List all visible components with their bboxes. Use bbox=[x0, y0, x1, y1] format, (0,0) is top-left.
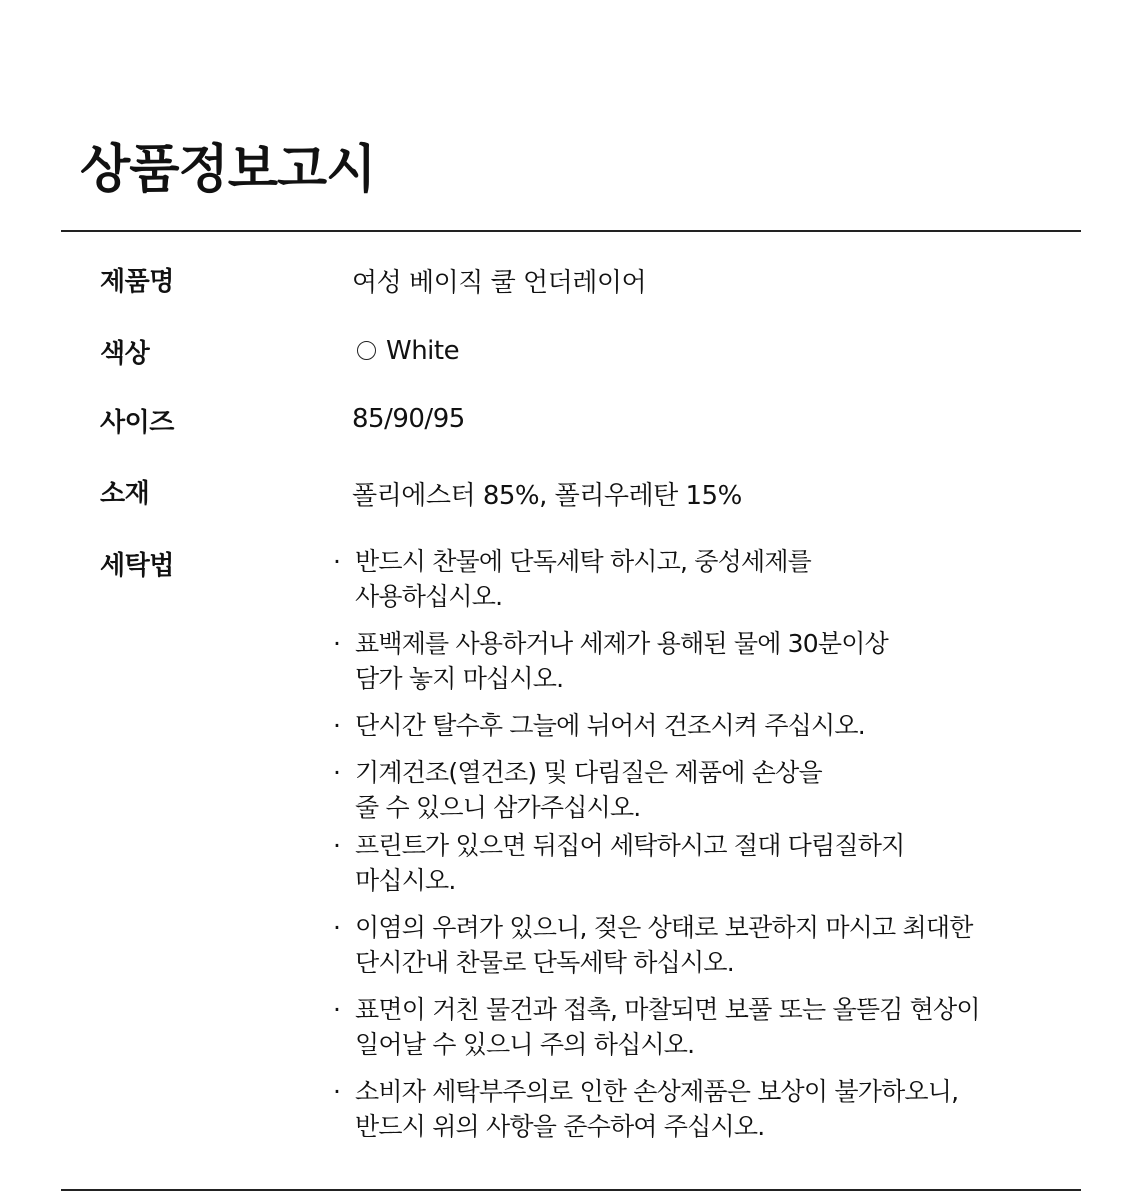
instruction-line: 마십시오. bbox=[355, 866, 456, 895]
material-value: 폴리에스터 85%, 폴리우레탄 15% bbox=[352, 481, 742, 511]
product-name-label: 제품명 bbox=[100, 267, 174, 297]
circle-outline-icon bbox=[357, 341, 376, 360]
list-item bbox=[333, 828, 1093, 898]
instruction-line: 줄 수 있으니 삼가주십시오. bbox=[355, 793, 641, 822]
instruction-line: 소비자 세탁부주의로 인한 손상제품은 보상이 불가하오니, bbox=[355, 1077, 959, 1106]
bullet: · bbox=[333, 629, 341, 658]
instruction-line: 단시간 탈수후 그늘에 뉘어서 건조시켜 주십시오. bbox=[355, 711, 865, 740]
instruction-line: 일어날 수 있으니 주의 하십시오. bbox=[355, 1030, 695, 1059]
color-value: White bbox=[386, 336, 460, 366]
instruction-line: 반드시 위의 사항을 준수하여 주십시오. bbox=[355, 1112, 765, 1141]
page-title: 상품정보고시 bbox=[80, 140, 376, 200]
top-divider bbox=[61, 230, 1081, 232]
instruction-line: 표백제를 사용하거나 세제가 용해된 물에 30분이상 bbox=[355, 629, 888, 658]
size-value: 85/90/95 bbox=[352, 404, 465, 434]
color-label: 색상 bbox=[100, 339, 150, 369]
bullet: · bbox=[333, 1077, 341, 1106]
washing-instructions-list bbox=[333, 544, 1093, 1156]
list-item bbox=[333, 910, 1093, 980]
washing-label: 세탁법 bbox=[100, 551, 174, 581]
list-item bbox=[333, 626, 1093, 696]
instruction-line: 기계건조(열건조) 및 다림질은 제품에 손상을 bbox=[355, 758, 822, 787]
list-item bbox=[333, 755, 1093, 825]
size-label: 사이즈 bbox=[100, 408, 174, 438]
list-item bbox=[333, 544, 1093, 614]
instruction-line: 프린트가 있으면 뒤집어 세탁하시고 절대 다림질하지 bbox=[355, 831, 905, 860]
bullet: · bbox=[333, 547, 341, 576]
color-value-row bbox=[352, 336, 459, 366]
list-item bbox=[333, 1074, 1093, 1144]
bullet: · bbox=[333, 913, 341, 942]
instruction-line: 단시간내 찬물로 단독세탁 하십시오. bbox=[355, 948, 734, 977]
bullet: · bbox=[333, 831, 341, 860]
product-name-value: 여성 베이직 쿨 언더레이어 bbox=[352, 268, 647, 298]
instruction-line: 사용하십시오. bbox=[355, 582, 503, 611]
bullet: · bbox=[333, 758, 341, 787]
material-label: 소재 bbox=[100, 479, 150, 509]
bottom-divider bbox=[61, 1189, 1081, 1191]
list-item bbox=[333, 708, 1093, 743]
instruction-line: 반드시 찬물에 단독세탁 하시고, 중성세제를 bbox=[355, 547, 812, 576]
instruction-line: 이염의 우려가 있으니, 젖은 상태로 보관하지 마시고 최대한 bbox=[355, 913, 973, 942]
instruction-line: 표면이 거친 물건과 접촉, 마찰되면 보풀 또는 올뜯김 현상이 bbox=[355, 995, 980, 1024]
list-item bbox=[333, 992, 1093, 1062]
bullet: · bbox=[333, 995, 341, 1024]
bullet: · bbox=[333, 711, 341, 740]
instruction-line: 담가 놓지 마십시오. bbox=[355, 664, 564, 693]
